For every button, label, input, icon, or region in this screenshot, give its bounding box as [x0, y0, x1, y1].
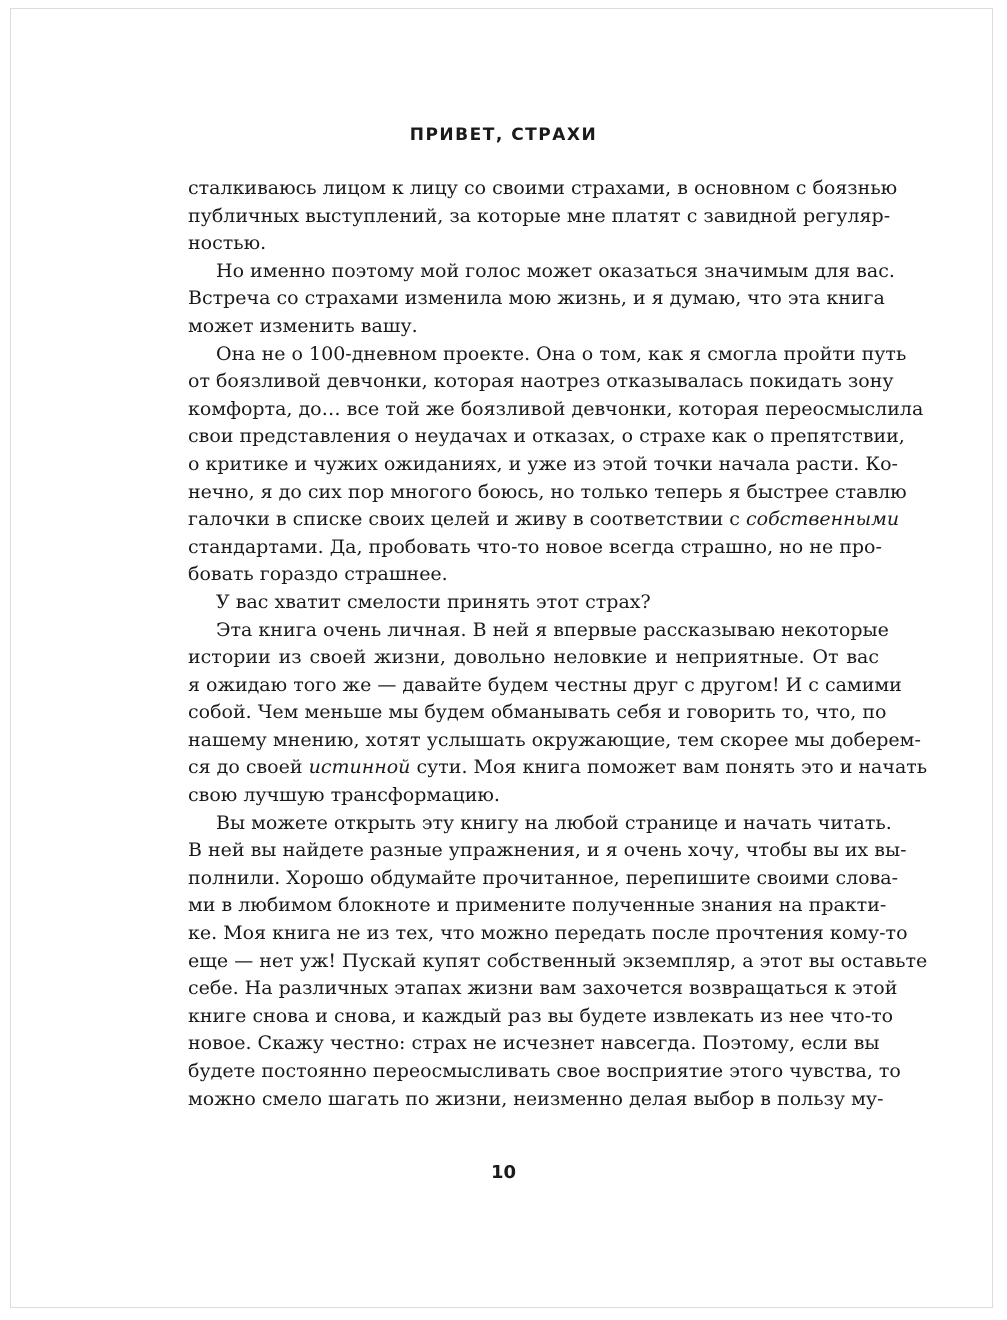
text-line: Эта книга очень личная. В ней я впервые рассказываю некоторые [216, 618, 889, 641]
text-line: комфорта, до… все той же боязливой девчонки, которая переосмыслила [188, 397, 924, 420]
text-line: может изменить вашу. [188, 314, 418, 337]
paragraph [188, 175, 898, 258]
text-line: ке. Моя книга не из тех, что можно передать после прочтения кому-то [188, 922, 908, 945]
text-line: стандартами. Да, пробовать что-то новое всегда страшно, но не про- [188, 535, 882, 558]
text-line: бовать гораздо страшнее. [188, 563, 448, 586]
paragraph [188, 617, 928, 810]
italic-emphasis: собственными [746, 508, 900, 531]
paragraph [188, 810, 928, 1114]
text-line: Но именно поэтому мой голос может оказаться значимым для вас. [216, 259, 895, 282]
text-line: ми в любимом блокноте и примените полученные знания на практи- [188, 894, 887, 917]
text-line: нашему мнению, хотят услышать окружающие, тем скорее мы доберем- [188, 728, 921, 751]
text-line: от боязливой девчонки, которая наотрез отказывалась покидать зону [188, 370, 894, 393]
text-line: я ожидаю того же — давайте будем честны друг с другом! И с самими [188, 673, 902, 696]
text-line: можно смело шагать по жизни, неизменно делая выбор в пользу му- [188, 1087, 884, 1110]
text-line: книге снова и снова, и каждый раз вы будете извлекать из нее что-то [188, 1004, 894, 1027]
paragraph [188, 258, 895, 341]
text-line: еще — нет уж! Пускай купят собственный экземпляр, а этот вы оставьте [188, 949, 928, 972]
text-line: Она не о 100-дневном проекте. Она о том, как я смогла пройти путь [216, 342, 907, 365]
text-line: В ней вы найдете разные упражнения, и я очень хочу, чтобы вы их вы- [188, 839, 907, 862]
text-line: ностью. [188, 232, 267, 255]
italic-emphasis: истинной [308, 756, 411, 779]
text-line: сталкиваюсь лицом к лицу со своими страхами, в основном с боязнью [188, 177, 898, 199]
text-line: себе. На различных этапах жизни вам захочется возвращаться к этой [188, 977, 898, 1000]
text-line: свои представления о неудачах и отказах, о страхе как о препятствии, [188, 425, 905, 448]
text-line: полнили. Хорошо обдумайте прочитанное, перепишите своими слова- [188, 866, 899, 889]
text-line: нечно, я до сих пор многого боюсь, но только теперь я быстрее ставлю [188, 480, 907, 503]
text-line: новое. Скажу честно: страх не исчезнет навсегда. Поэтому, если вы [188, 1032, 880, 1055]
text-line: о критике и чужих ожиданиях, и уже из этой точки начала расти. Ко- [188, 452, 898, 475]
page-number: 10 [490, 1162, 517, 1183]
running-title: ПРИВЕТ, СТРАХИ [409, 125, 598, 145]
text-line: ся до своей истинной сути. Моя книга поможет вам понять это и начать [188, 756, 928, 779]
text-line: Вы можете открыть эту книгу на любой странице и начать читать. [216, 811, 892, 834]
text-line: публичных выступлений, за которые мне платят с завидной регуляр- [188, 204, 891, 227]
text-line: собой. Чем меньше мы будем обманывать себя и говорить то, что, по [188, 701, 887, 724]
paragraph [188, 341, 924, 589]
text-line: свою лучшую трансформацию. [188, 784, 500, 807]
text-line: будете постоянно переосмысливать свое восприятие этого чувства, то [188, 1060, 901, 1082]
text-line: галочки в списке своих целей и живу в соответствии с собственными [188, 508, 900, 531]
text-line: истории из своей жизни, довольно неловкие и неприятные. От вас [188, 646, 879, 669]
paragraph [188, 589, 879, 617]
text-line: У вас хватит смелости принять этот страх? [216, 590, 651, 613]
text-line: Встреча со страхами изменила мою жизнь, и я думаю, что эта книга [188, 287, 885, 310]
body-text [188, 175, 928, 1113]
